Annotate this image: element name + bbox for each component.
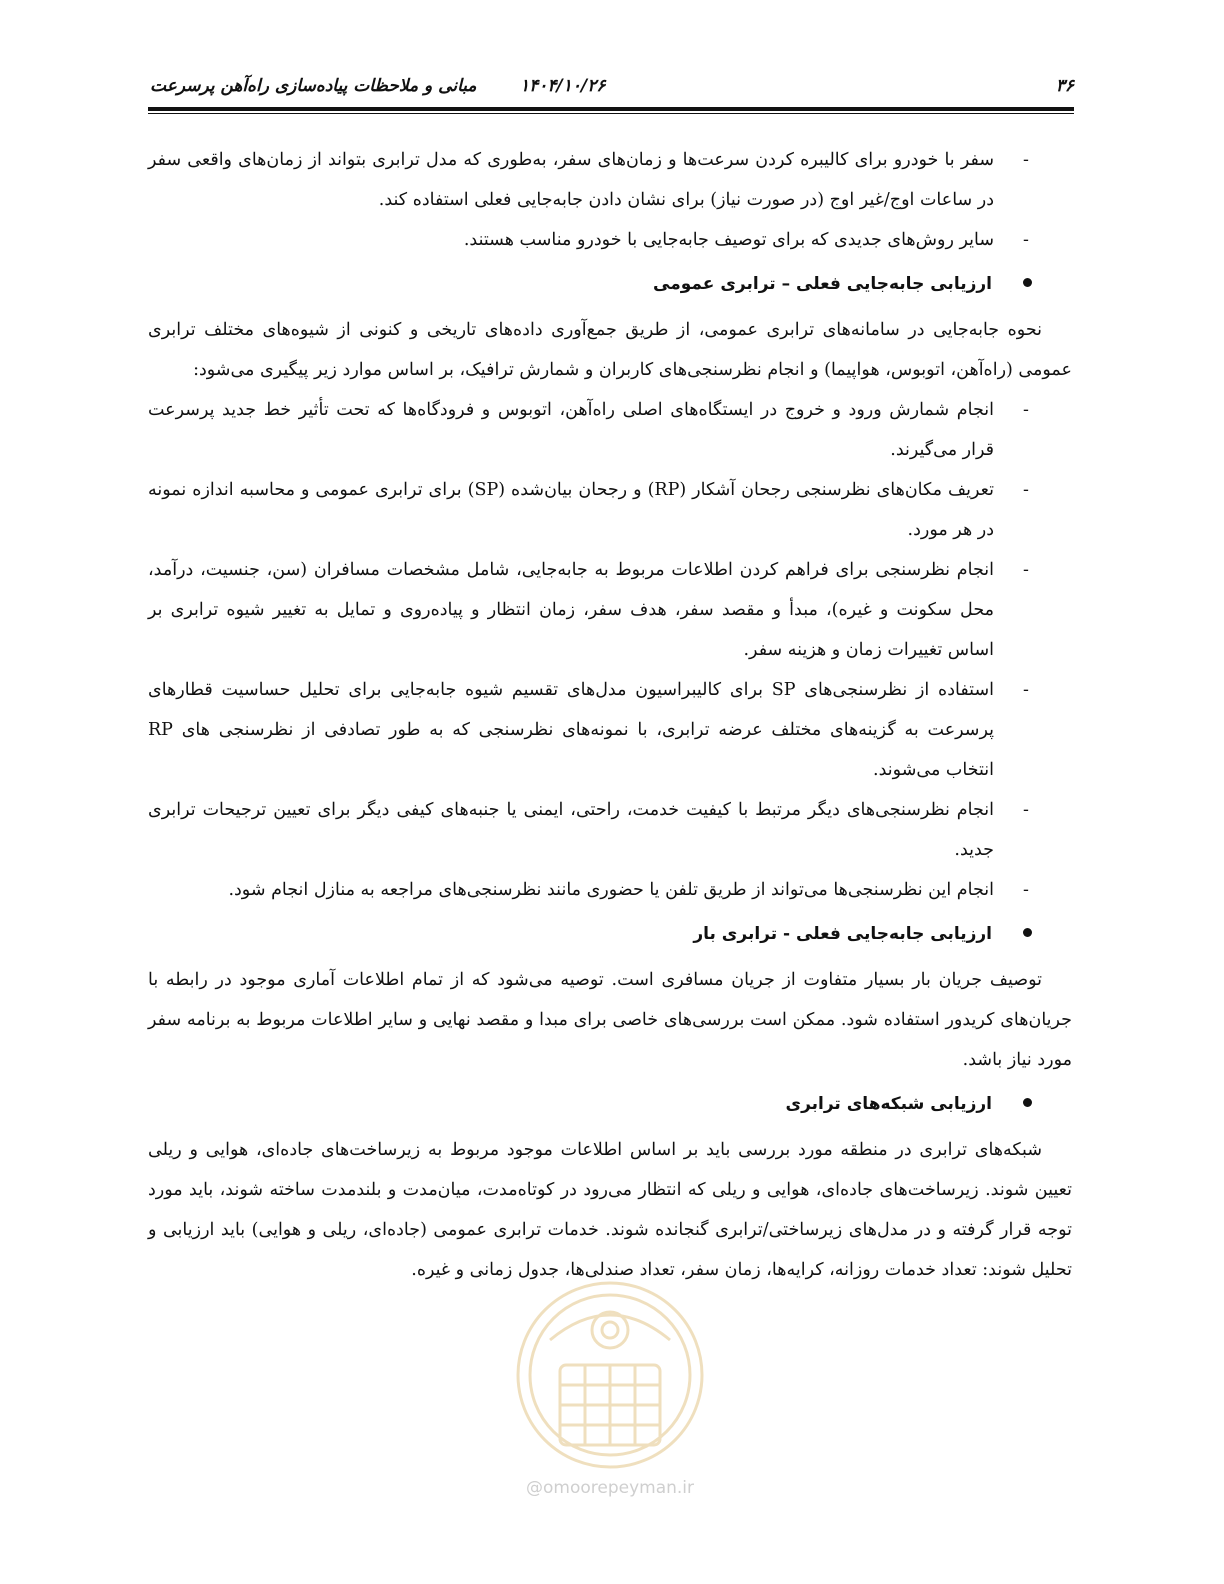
list-item-text: انجام این نظرسنجی‌ها می‌تواند از طریق تلفن یا حضوری مانند نظرسنجی‌های مراجعه به منازل انجام شود. xyxy=(228,880,994,900)
section-heading-text: ارزیابی شبکه‌های ترابری xyxy=(785,1094,992,1114)
bullet-icon xyxy=(1023,928,1032,937)
section-heading xyxy=(148,914,1072,954)
list-item-text: تعریف مکان‌های نظرسنجی رجحان آشکار (RP) و رجحان بیان‌شده (SP) برای ترابری عمومی و محاسبه اندازه نمونه در هر مورد. xyxy=(148,480,994,540)
list-item xyxy=(148,670,1072,790)
list-item xyxy=(148,470,1072,550)
list-item xyxy=(148,870,1072,910)
watermark-seal-icon xyxy=(490,1270,730,1490)
paragraph: شبکه‌های ترابری در منطقه مورد بررسی باید بر اساس اطلاعات موجود مربوط به زیرساخت‌های جاده‌ای، هوایی و ریلی تعیین شوند. زیرساخت‌های جاده‌ای، هوایی و ریلی که انتظار می‌رود در کوتاه‌مدت، میان‌مدت و بلندمدت ساخته شوند، باید مورد توجه قرار گرفته و در مدل‌های زیرساختی/ترابری گنجانده شوند. خدمات ترابری عمومی (جاده‌ای، ریلی و هوایی) باید ارزیابی و تحلیل شوند: تعداد خدمات روزانه، کرایه‌ها، زمان سفر، تعداد صندلی‌ها، جدول زمانی و غیره. xyxy=(148,1140,1072,1280)
list-item-text: استفاده از نظرسنجی‌های SP برای کالیبراسیون مدل‌های تقسیم شیوه جابه‌جایی برای تحلیل حساسیت قطارهای پرسرعت به گزینه‌های مختلف عرضه ترابری، با نمونه‌های نظرسنجی که به طور تصادفی از نظرسنجی های RP انتخاب می‌شوند. xyxy=(148,680,994,780)
list-item-text: سفر با خودرو برای کالیبره کردن سرعت‌ها و زمان‌های سفر، به‌طوری که مدل ترابری بتواند از زمان‌های واقعی سفر در ساعات اوج/غیر اوج (در صورت نیاز) برای نشان دادن جابه‌جایی فعلی استفاده کند. xyxy=(148,150,994,210)
header-date: ۱۴۰۴/۱۰/۲۶ xyxy=(520,76,606,96)
dash-marker: - xyxy=(1023,480,1029,500)
list-item xyxy=(148,220,1072,260)
list-item xyxy=(148,390,1072,470)
header-rule-thin xyxy=(148,113,1074,114)
list-item-text: انجام شمارش ورود و خروج در ایستگاه‌های اصلی راه‌آهن، اتوبوس و فرودگاه‌ها که تحت تأثیر خط جدید پرسرعت قرار می‌گیرند. xyxy=(148,400,994,460)
list-item xyxy=(148,140,1072,220)
list-item-text: انجام نظرسنجی‌های دیگر مرتبط با کیفیت خدمت، راحتی، ایمنی یا جنبه‌های کیفی دیگر برای تعیین ترجیحات ترابری جدید. xyxy=(148,800,994,860)
section-heading xyxy=(148,264,1072,304)
paragraph: نحوه جابه‌جایی در سامانه‌های ترابری عمومی، از طریق جمع‌آوری داده‌های تاریخی و کنونی از شیوه‌های مختلف ترابری عمومی (راه‌آهن، اتوبوس، هواپیما) و انجام نظرسنجی‌های کاربران و شمارش ترافیک، بر اساس موارد زیر پیگیری می‌شود: xyxy=(148,320,1072,380)
list-item xyxy=(148,550,1072,670)
dash-marker: - xyxy=(1023,880,1029,900)
dash-marker: - xyxy=(1023,400,1029,420)
running-title: مبانی و ملاحظات پیاده‌سازی راه‌آهن پرسرعت xyxy=(150,76,477,96)
page-header xyxy=(150,72,1074,102)
watermark-site: @omoorepeyman.ir xyxy=(525,1478,695,1498)
body-content xyxy=(148,140,1072,1290)
dash-marker: - xyxy=(1023,230,1029,250)
dash-marker: - xyxy=(1023,800,1029,820)
dash-marker: - xyxy=(1023,150,1029,170)
dash-marker: - xyxy=(1023,560,1029,580)
list-item-text: انجام نظرسنجی برای فراهم کردن اطلاعات مربوط به جابه‌جایی، شامل مشخصات مسافران (سن، جنسیت، درآمد، محل سکونت و غیره)، مبدأ و مقصد سفر، هدف سفر، زمان انتظار و پیاده‌روی و تمایل به تغییر شیوه ترابری بر اساس تغییرات زمان و هزینه سفر. xyxy=(148,560,994,660)
header-rule-thick xyxy=(148,107,1074,111)
page-number: ۳۶ xyxy=(1055,76,1074,96)
section-heading xyxy=(148,1084,1072,1124)
list-item-text: سایر روش‌های جدیدی که برای توصیف جابه‌جایی با خودرو مناسب هستند. xyxy=(463,230,994,250)
section-heading-text: ارزیابی جابه‌جایی فعلی – ترابری عمومی xyxy=(653,274,992,294)
bullet-icon xyxy=(1023,278,1032,287)
bullet-icon xyxy=(1023,1098,1032,1107)
list-item xyxy=(148,790,1072,870)
section-heading-text: ارزیابی جابه‌جایی فعلی - ترابری بار xyxy=(693,924,992,944)
paragraph: توصیف جریان بار بسیار متفاوت از جریان مسافری است. توصیه می‌شود که از تمام اطلاعات آماری موجود در رابطه با جریان‌های کریدور استفاده شود. ممکن است بررسی‌های خاصی برای مبدا و مقصد نهایی و سایر اطلاعات مربوط به برنامه سفر مورد نیاز باشد. xyxy=(148,970,1072,1070)
dash-marker: - xyxy=(1023,680,1029,700)
